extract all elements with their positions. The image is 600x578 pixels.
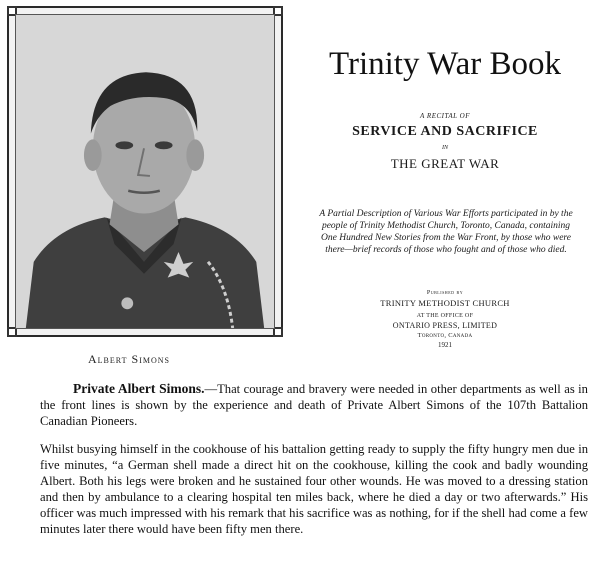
office-label: AT THE OFFICE OF [416, 313, 474, 319]
published-by-label: Published by [426, 290, 464, 296]
article-paragraph-2: Whilst busying himself in the cookhouse of his battalion getting ready to supply the fifty hungry men due in five minutes, “a German shell made a direct hit on the cookhouse, killing the cook and badly wounding Albert. Both his legs were broken and he sustained four other wounds. He was moved to a dressing station and then by ambulance to a clearing hospital ten miles back, where he died a day or two afterwards.” His officer was much impressed with his remark that his sacrifice was as nothing, for if the shell had come a few minutes later there would have been fifty men there. [40, 442, 588, 536]
publisher-name: TRINITY METHODIST CHURCH [380, 298, 510, 308]
article-paragraph-1 [40, 381, 588, 429]
book-title: Trinity War Book [328, 46, 562, 82]
article-lead: Private Albert Simons. [73, 381, 205, 396]
great-war-heading: THE GREAT WAR [390, 156, 500, 171]
recital-line: A RECITAL OF [420, 112, 470, 120]
soldier-portrait-image [16, 15, 274, 328]
publication-year: 1921 [438, 341, 452, 349]
press-name: ONTARIO PRESS, LIMITED [392, 321, 498, 330]
publication-city: Toronto, Canada [417, 332, 473, 339]
book-description: A Partial Description of Various War Efforts participated in by the people of Trinity Methodist Church, Toronto, Canada, containing One Hundred New Stories from the War Front, by those who were there—brief records of those who fought and of those who died. [319, 209, 573, 255]
article-paragraph-1-text: —That courage and bravery were needed in other departments as well as in the front lines is shown by the experience and death of Private Albert Simons of the 107th Battalion Canadian Pioneers. [40, 382, 588, 428]
service-heading: SERVICE AND SACRIFICE [352, 124, 538, 139]
portrait-caption: Albert Simons [88, 352, 170, 366]
portrait-photo [15, 14, 275, 329]
in-line: IN [442, 145, 448, 151]
portrait-frame [7, 6, 283, 337]
